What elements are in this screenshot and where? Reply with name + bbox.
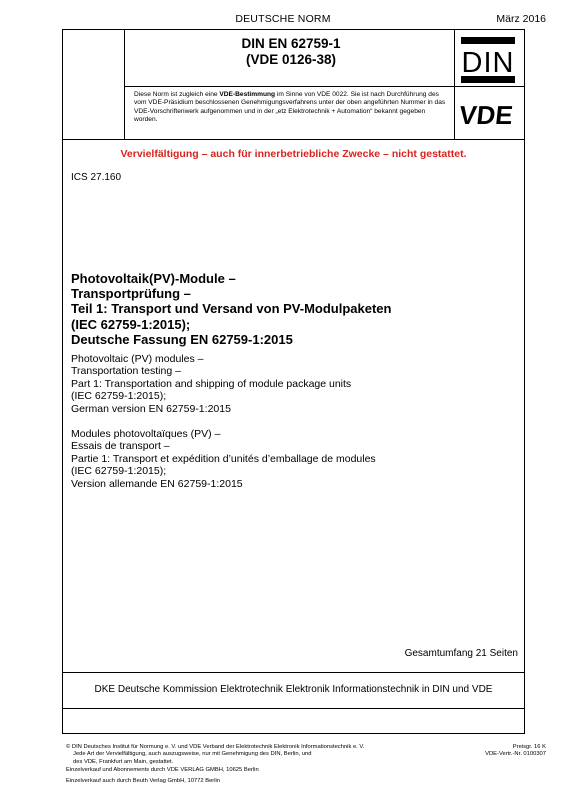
din-logo	[460, 36, 516, 84]
title-line: Transportation testing –	[71, 365, 181, 378]
vde-logo	[455, 97, 521, 131]
sales-beuth: Einzelverkauf auch durch Beuth Verlag GmbH, 10772 Berlin	[66, 778, 221, 784]
title-line: (IEC 62759-1:2015);	[71, 465, 167, 478]
title-line: Essais de transport –	[71, 440, 170, 453]
publisher-line: DKE Deutsche Kommission Elektrotechnik Elektronik Informationstechnik in DIN und VDE	[94, 684, 493, 695]
copyright-notice	[66, 744, 426, 766]
copyright-line: © DIN Deutsches Institut für Normung e. V. und VDE Verband der Elektrotechnik Elektronik Informationstechnik e. V.	[66, 744, 365, 750]
total-pages: Gesamtumfang 21 Seiten	[404, 648, 518, 659]
title-line: Teil 1: Transport und Versand von PV-Modulpaketen	[71, 301, 392, 317]
title-line: (IEC 62759-1:2015);	[71, 390, 167, 403]
vde-note-emphasis: VDE-Bestimmung	[219, 91, 276, 98]
document-identifier	[130, 36, 452, 68]
vde-note-text: Diese Norm ist zugleich eine	[134, 91, 220, 98]
title-english	[71, 353, 521, 415]
frame-divider	[62, 708, 525, 709]
vde-logo-text: VDE	[457, 100, 515, 130]
ics-code: ICS 27.160	[71, 172, 122, 183]
title-french	[71, 428, 521, 490]
vde-note-text: im Sinne von VDE 0022. Sie ist nach Durchführung des vom VDE-Präsidium beschlossenen Genehmigungsverfahrens unter der oben angeführten Nummer in das VDE-Vorschriftenwerk aufgenommen und in der „etz Elektrotechnik + Automation“ bekannt gegeben worden.	[134, 91, 446, 123]
title-line: Deutsche Fassung EN 62759-1:2015	[71, 331, 293, 347]
frame-divider	[62, 139, 525, 140]
title-line: Modules photovoltaïques (PV) –	[71, 428, 221, 440]
title-german	[71, 271, 521, 347]
frame-divider	[124, 86, 525, 87]
copyright-line: Jede Art der Vervielfältigung, auch auszugsweise, nur mit Genehmigung des DIN, Berlin, und	[73, 751, 312, 758]
vde-regulation-note	[134, 91, 450, 124]
title-line: (IEC 62759-1:2015);	[71, 316, 191, 332]
vde-order-number: VDE-Vertr.-Nr. 0100307	[485, 751, 546, 758]
copyright-line: des VDE, Frankfurt am Main, gestattet.	[73, 758, 174, 765]
title-line: Photovoltaic (PV) modules –	[71, 353, 204, 365]
sales-vde: Einzelverkauf und Abonnements durch VDE VERLAG GMBH, 10625 Berlin	[66, 767, 259, 773]
title-line: Partie 1: Transport et expédition d’unités d’emballage de modules	[71, 452, 376, 465]
document-number: DIN EN 62759-1	[241, 36, 341, 51]
standard-type-label: DEUTSCHE NORM	[235, 13, 331, 25]
frame-divider	[62, 672, 525, 673]
din-logo-text: DIN	[461, 47, 515, 79]
title-line: German version EN 62759-1:2015	[71, 402, 231, 415]
title-line: Version allemande EN 62759-1:2015	[71, 477, 243, 490]
title-line: Transportprüfung –	[71, 286, 191, 302]
title-line: Part 1: Transportation and shipping of module package units	[71, 377, 352, 390]
price-group: Preisgr. 16 K	[512, 744, 546, 750]
vde-classification: (VDE 0126-38)	[245, 52, 337, 67]
copy-warning: Vervielfältigung – auch für innerbetriebliche Zwecke – nicht gestattet.	[120, 148, 467, 160]
publication-date: März 2016	[496, 13, 546, 25]
order-info	[485, 744, 546, 759]
title-line: Photovoltaik(PV)-Module –	[71, 271, 236, 286]
frame-divider	[124, 29, 125, 140]
